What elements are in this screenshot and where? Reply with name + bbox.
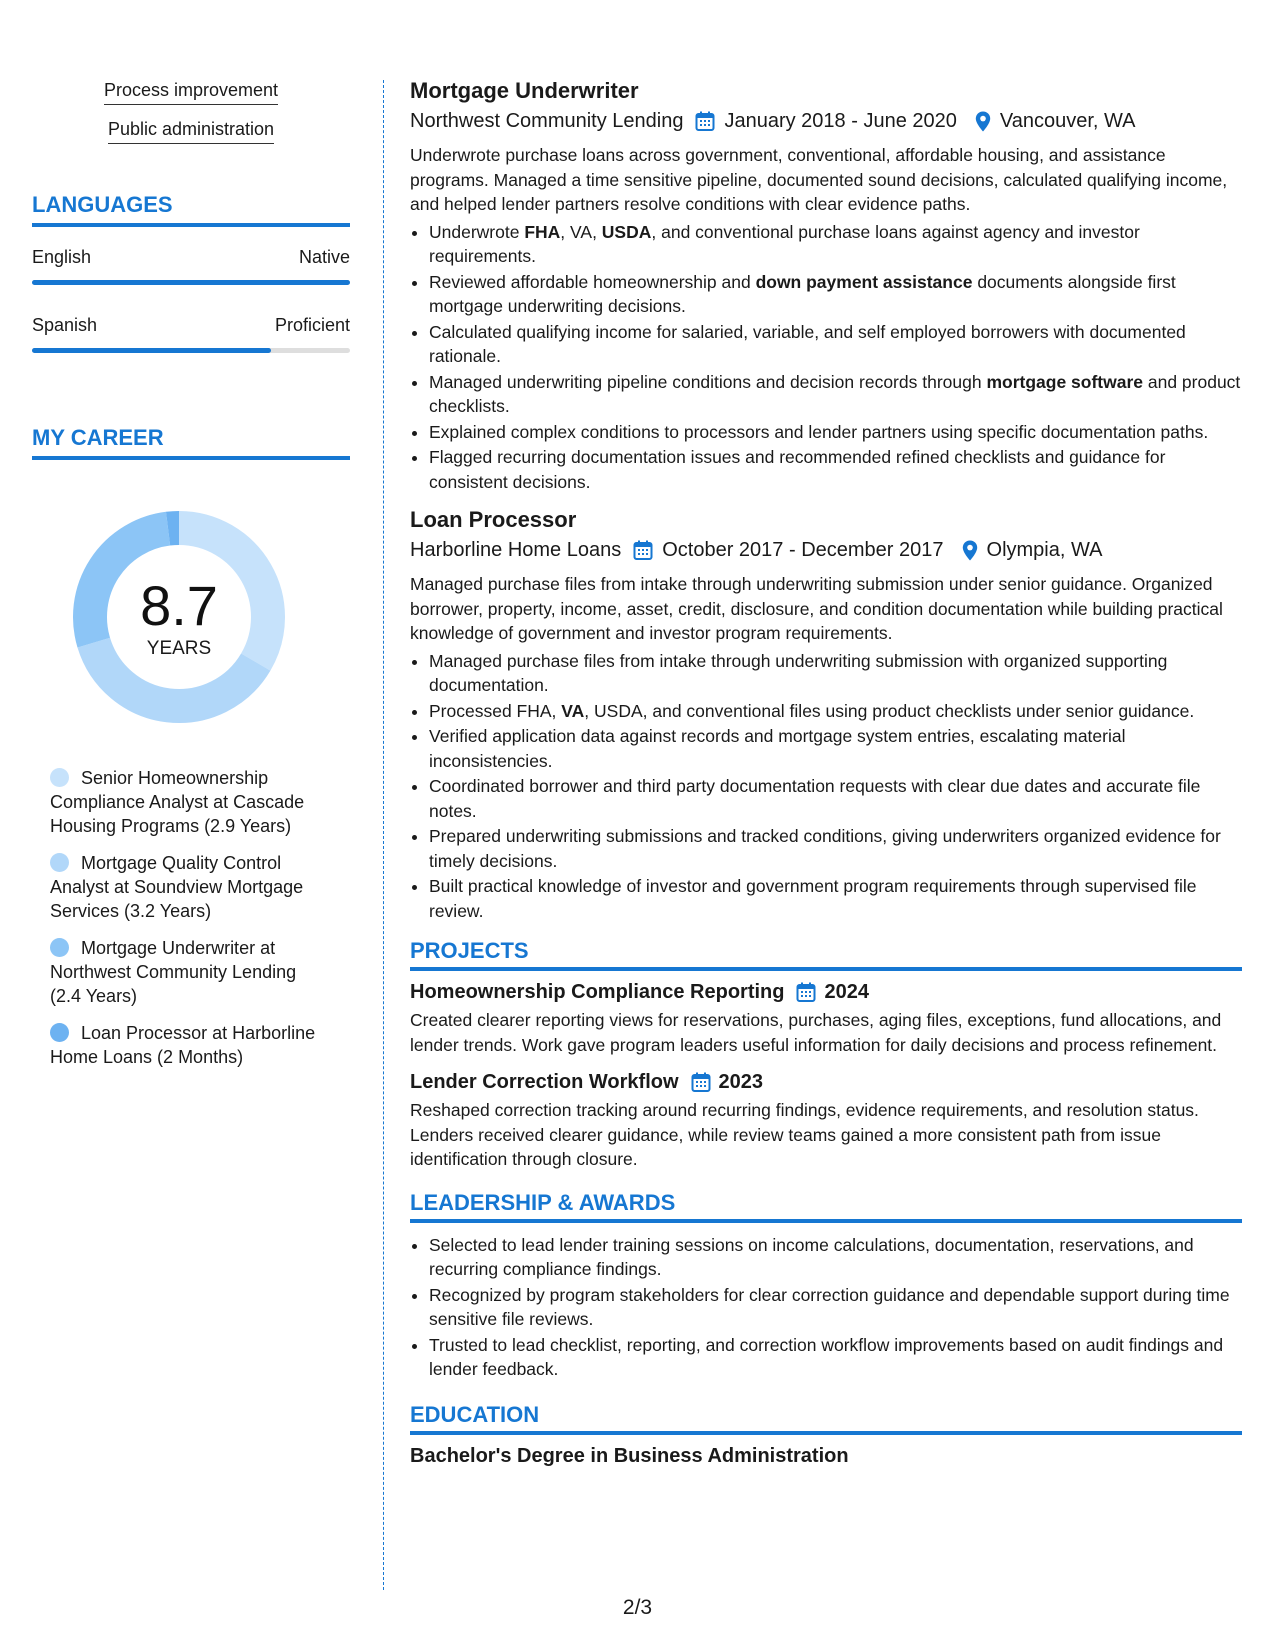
language-item	[32, 247, 350, 285]
job-bullets	[410, 220, 1242, 495]
career-unit: YEARS	[146, 638, 212, 659]
legend-dot-icon	[50, 853, 69, 872]
job-location: Vancouver, WA	[999, 110, 1136, 132]
list-item: • Explained complex conditions to processors and lender partners using specific documentation paths.	[429, 420, 1242, 445]
project-title: Lender Correction Workflow	[410, 1071, 679, 1093]
projects-heading: PROJECTS	[410, 938, 1242, 971]
project-item	[410, 981, 1242, 1057]
project-year: 2024	[824, 981, 869, 1003]
job-dates: October 2017 - December 2017	[662, 539, 944, 561]
language-bar-fill	[32, 348, 271, 353]
company-name: Harborline Home Loans	[410, 539, 622, 561]
leadership-section	[410, 1190, 1242, 1382]
list-item: • Processed FHA, VA, USDA, and conventional files using product checklists under senior guidance.	[429, 699, 1242, 724]
location-pin-icon	[975, 111, 991, 132]
legend-dot-icon	[50, 938, 69, 957]
list-item: • Built practical knowledge of investor and government program requirements through supervised file review.	[429, 874, 1242, 923]
list-item: • Verified application data against records and mortgage system entries, escalating material inconsistencies.	[429, 724, 1242, 773]
main-column	[410, 78, 1242, 1483]
legend-item: Mortgage Quality Control Analyst at Soundview Mortgage Services (3.2 Years)	[50, 853, 304, 921]
language-name: English	[32, 247, 92, 267]
list-item: • Managed purchase files from intake through underwriting submission with organized supporting documentation.	[429, 649, 1242, 698]
donut-segment	[168, 528, 179, 529]
job-dates: January 2018 - June 2020	[724, 110, 957, 132]
degree-title: Bachelor's Degree in Business Administration	[410, 1444, 849, 1467]
job-meta	[410, 539, 1242, 562]
job-bullets	[410, 649, 1242, 924]
language-item	[32, 315, 350, 353]
projects-section	[410, 938, 1242, 1172]
list-item: • Underwrote FHA, VA, USDA, and conventional purchase loans against agency and investor requirements.	[429, 220, 1242, 269]
page-number: 2/3	[622, 1596, 653, 1619]
language-level: Native	[298, 247, 350, 267]
language-level: Proficient	[274, 315, 350, 335]
project-description: Created clearer reporting views for reservations, purchases, aging files, exceptions, fund allocations, and lender trends. Work gave program leaders useful information for daily decisions and process refinement.	[410, 1010, 1222, 1055]
calendar-icon	[695, 111, 715, 132]
leadership-bullets	[410, 1233, 1242, 1382]
career-total: 8.7	[140, 574, 218, 637]
list-item: • Flagged recurring documentation issues and recommended refined checklists and guidance for consistent decisions.	[429, 445, 1242, 494]
career-legend	[32, 766, 350, 1069]
list-item: • Managed underwriting pipeline conditions and decision records through mortgage software and product checklists.	[429, 370, 1242, 419]
leadership-heading: LEADERSHIP & AWARDS	[410, 1190, 1242, 1223]
language-bar	[32, 280, 350, 285]
legend-item: Senior Homeownership Compliance Analyst at Cascade Housing Programs (2.9 Years)	[50, 768, 305, 836]
legend-dot-icon	[50, 1023, 69, 1042]
experience-entry	[410, 78, 1242, 494]
job-summary: Underwrote purchase loans across government, conventional, affordable housing, and assistance programs. Managed a time sensitive pipeline, documented sound decisions, calculated qualifying income, and helped lender partners resolve conditions with clear evidence paths.	[410, 145, 1228, 214]
calendar-icon	[691, 1072, 711, 1093]
education-heading: EDUCATION	[410, 1402, 1242, 1435]
list-item: • Recognized by program stakeholders for clear correction guidance and dependable support during time sensitive file reviews.	[429, 1283, 1242, 1332]
list-item: • Prepared underwriting submissions and tracked conditions, giving underwriters organized evidence for timely decisions.	[429, 824, 1242, 873]
list-item: • Trusted to lead checklist, reporting, and correction workflow improvements based on audit findings and lender feedback.	[429, 1333, 1242, 1382]
list-item: • Selected to lead lender training sessions on income calculations, documentation, reservations, and recurring compliance findings.	[429, 1233, 1242, 1282]
education-section	[410, 1402, 1242, 1468]
list-item: • Coordinated borrower and third party documentation requests with clear due dates and accurate file notes.	[429, 774, 1242, 823]
project-item	[410, 1071, 1242, 1172]
job-summary: Managed purchase files from intake through underwriting submission under senior guidance. Organized borrower, property, income, asset, credit, disclosure, and condition documentation while building practical knowledge of government and investor program requirements.	[410, 574, 1223, 643]
job-location: Olympia, WA	[986, 539, 1103, 561]
legend-item: Loan Processor at Harborline Home Loans (2 Months)	[50, 1023, 316, 1067]
list-item: • Calculated qualifying income for salaried, variable, and self employed borrowers with documented rationale.	[429, 320, 1242, 369]
career-heading: MY CAREER	[32, 425, 350, 460]
legend-dot-icon	[50, 768, 69, 787]
career-donut-chart	[64, 502, 294, 732]
job-title: Mortgage Underwriter	[410, 78, 639, 103]
languages-heading: LANGUAGES	[32, 192, 350, 227]
language-bar	[32, 348, 350, 353]
language-bar-fill	[32, 280, 350, 285]
location-pin-icon	[962, 540, 978, 561]
job-meta	[410, 110, 1242, 133]
experience-entry	[410, 507, 1242, 923]
calendar-icon	[796, 982, 816, 1003]
skill-item: Process improvement	[32, 80, 350, 105]
project-description: Reshaped correction tracking around recurring findings, evidence requirements, and resolution status. Lenders received clearer guidance, while review teams gained a more consistent path from issue identification through closure.	[410, 1100, 1199, 1169]
project-year: 2023	[718, 1071, 764, 1093]
list-item: • Reviewed affordable homeownership and down payment assistance documents alongside first mortgage underwriting decisions.	[429, 270, 1242, 319]
project-title: Homeownership Compliance Reporting	[410, 981, 785, 1003]
language-name: Spanish	[32, 315, 98, 335]
column-divider	[383, 80, 384, 1590]
skill-item: Public administration	[32, 119, 350, 144]
job-title: Loan Processor	[410, 507, 577, 532]
company-name: Northwest Community Lending	[410, 110, 684, 132]
calendar-icon	[633, 540, 653, 561]
sidebar	[32, 80, 350, 1082]
legend-item: Mortgage Underwriter at Northwest Community Lending (2.4 Years)	[50, 938, 297, 1006]
